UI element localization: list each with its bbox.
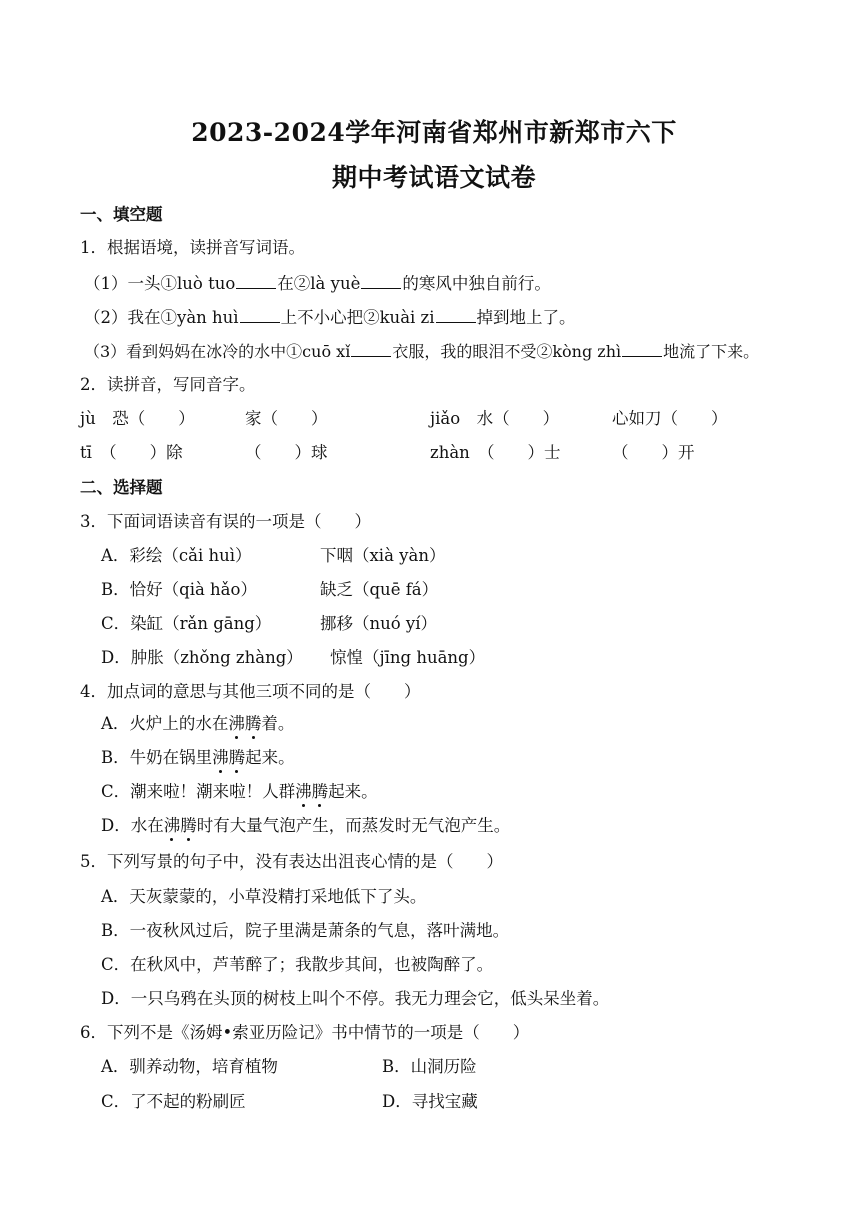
answer-blank[interactable] (622, 341, 662, 357)
q2-row1-item-3: jiǎo 水（ ） (430, 409, 560, 428)
question-1-stem: 1．根据语境，读拼音写词语。 (80, 238, 305, 257)
q2-row2-item-1: tī （ ）除 (80, 443, 183, 462)
answer-blank[interactable] (351, 341, 391, 357)
q3-option-d-right: 惊惶（jīng huāng） (330, 648, 486, 667)
q4-b-pre: B．牛奶在锅里 (101, 748, 213, 767)
question-1-sentence-3 (84, 341, 759, 362)
q1-s3-part-a: （3）看到妈妈在冰冷的水中①cuō xǐ (84, 342, 351, 361)
q3-option-b-left: B．恰好（qià hǎo） (101, 580, 257, 599)
q3-option-a-left: A．彩绘（cǎi huì） (101, 546, 252, 565)
q2-row2-item-4: （ ）开 (612, 443, 695, 462)
q6-option-c: C．了不起的粉刷匠 (101, 1092, 246, 1111)
question-2-stem: 2．读拼音，写同音字。 (80, 375, 256, 394)
q3-option-d-left: D．肿胀（zhǒng zhàng） (101, 648, 303, 667)
section-heading-choice: 二、选择题 (80, 478, 163, 497)
q6-option-d: D．寻找宝藏 (382, 1092, 478, 1111)
q1-s3-part-c: 地流了下来。 (663, 342, 760, 361)
q2-row1-item-1: jù 恐（ ） (80, 409, 195, 428)
q1-s1-part-c: 的寒风中独自前行。 (402, 274, 551, 293)
q4-a-pre: A．火炉上的水在 (101, 714, 229, 733)
q2-row2-item-3: zhàn （ ）士 (430, 443, 561, 462)
q4-option-b (101, 748, 295, 768)
q4-d-post: 时有大量气泡产生，而蒸发时无气泡产生。 (196, 816, 511, 835)
q4-c-post: 起来。 (328, 782, 378, 801)
answer-blank[interactable] (361, 273, 401, 289)
q1-s2-part-a: （2）我在①yàn huì (84, 308, 239, 327)
q1-s1-part-a: （1）一头①luò tuo (84, 274, 236, 293)
question-1-sentence-2 (84, 307, 576, 328)
q2-row2-item-2: （ ）球 (245, 443, 328, 462)
question-4-stem: 4．加点词的意思与其他三项不同的是（ ） (80, 682, 421, 701)
q5-option-d: D．一只乌鸦在头顶的树枝上叫个不停。我无力理会它，低头呆坐着。 (101, 989, 610, 1008)
q4-b-dotted-char-2: 腾 (228, 748, 246, 767)
question-6-stem: 6．下列不是《汤姆•索亚历险记》书中情节的一项是（ ） (80, 1023, 530, 1042)
q6-option-b: B．山洞历险 (382, 1057, 477, 1076)
q4-d-pre: D．水在 (101, 816, 164, 835)
q1-s2-part-b: 上不小心把②kuài zi (280, 308, 435, 327)
answer-blank[interactable] (236, 273, 276, 289)
q3-option-c-left: C．染缸（rǎn gāng） (101, 614, 272, 633)
q4-c-dotted-char-2: 腾 (311, 782, 329, 801)
q1-s3-part-b: 衣服，我的眼泪不受②kòng zhì (392, 342, 622, 361)
q1-s2-part-c: 掉到地上了。 (476, 308, 576, 327)
q6-option-a: A．驯养动物，培育植物 (101, 1057, 278, 1076)
q2-row1-item-4: 心如刀（ ） (612, 409, 728, 428)
q4-c-pre: C．潮来啦！潮来啦！人群 (101, 782, 296, 801)
page-title-line2: 期中考试语文试卷 (331, 163, 536, 192)
q5-option-b: B．一夜秋风过后，院子里满是萧条的气息，落叶满地。 (101, 921, 510, 940)
q4-a-post: 着。 (261, 714, 295, 733)
answer-blank[interactable] (240, 307, 280, 323)
q4-option-c (101, 782, 378, 802)
question-3-stem: 3．下面词语读音有误的一项是（ ） (80, 512, 371, 531)
question-1-sentence-1 (84, 273, 551, 294)
q4-d-dotted-char-2: 腾 (180, 816, 197, 835)
q4-option-d (101, 816, 510, 836)
q3-option-a-right: 下咽（xià yàn） (320, 546, 446, 565)
q4-a-dotted-char-2: 腾 (244, 714, 262, 733)
q1-s1-part-b: 在②là yuè (277, 274, 361, 293)
q3-option-c-right: 挪移（nuó yí） (320, 614, 438, 633)
q4-c-dotted-char-1: 沸 (295, 782, 312, 801)
q4-d-dotted-char-1: 沸 (163, 816, 181, 835)
answer-blank[interactable] (436, 307, 476, 323)
q4-b-dotted-char-1: 沸 (212, 748, 229, 767)
question-5-stem: 5．下列写景的句子中，没有表达出沮丧心情的是（ ） (80, 852, 503, 871)
page-title-line1: 2023-2024学年河南省郑州市新郑市六下 (191, 118, 677, 147)
q4-option-a (101, 714, 294, 734)
q5-option-a: A．天灰蒙蒙的，小草没精打采地低下了头。 (101, 887, 427, 906)
q3-option-b-right: 缺乏（quē fá） (320, 580, 439, 599)
q4-b-post: 起来。 (245, 748, 295, 767)
q4-a-dotted-char-1: 沸 (228, 714, 245, 733)
section-heading-fill-blank: 一、填空题 (80, 205, 163, 224)
q2-row1-item-2: 家（ ） (245, 409, 328, 428)
q5-option-c: C．在秋风中，芦苇醉了；我散步其间，也被陶醉了。 (101, 955, 494, 974)
